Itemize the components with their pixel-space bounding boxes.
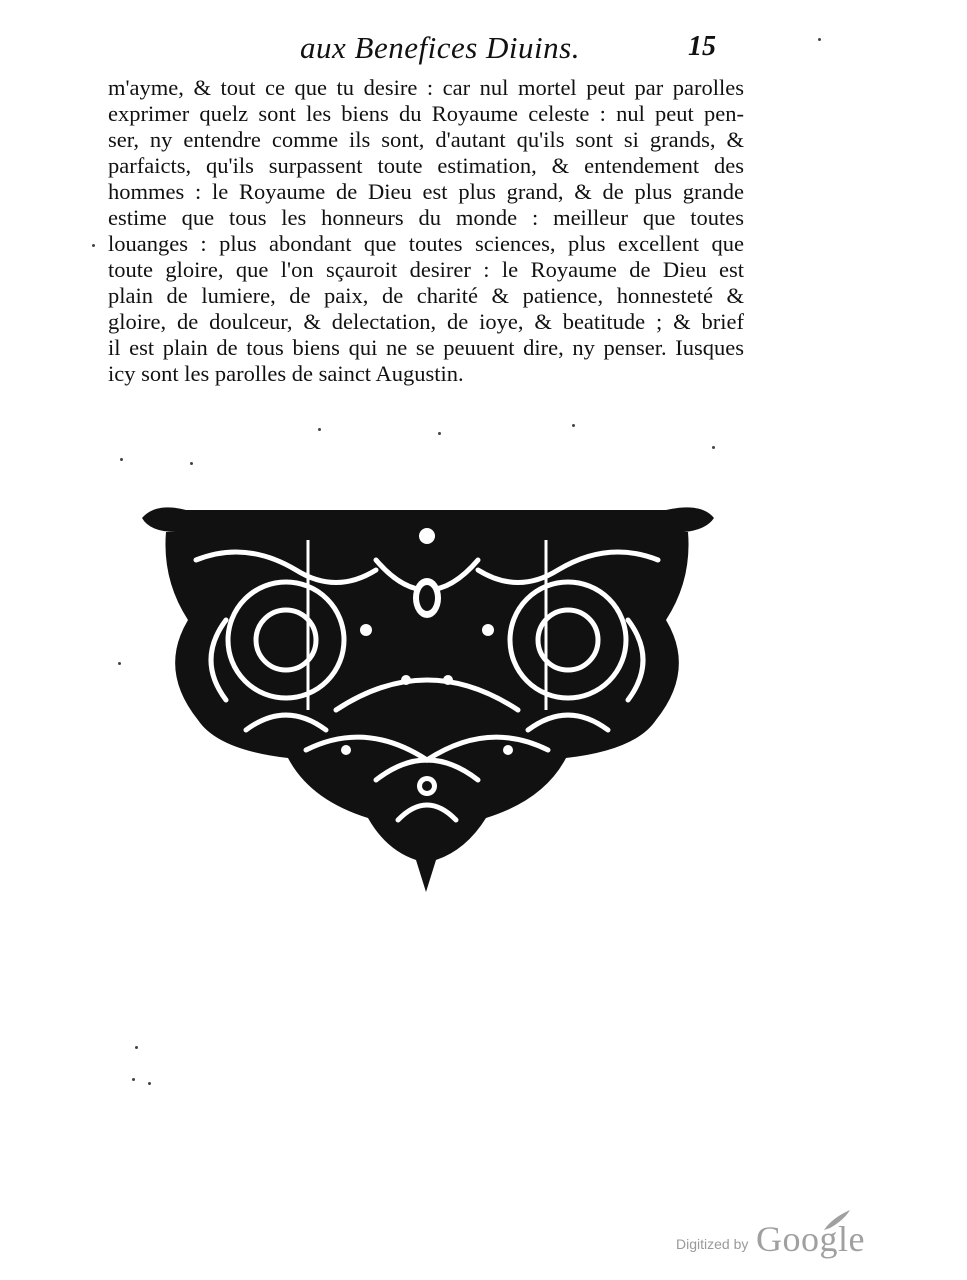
digitized-by-google-watermark <box>676 1218 876 1262</box>
running-head <box>300 30 740 70</box>
text-line: il est plain de tous biens qui ne se peuuent dire, ny penser. Iusques <box>108 335 744 360</box>
text-line: louanges : plus abondant que toutes sciences, plus excellent que <box>108 231 744 256</box>
text-line: hommes : le Royaume de Dieu est plus grand, & de plus grande <box>108 179 744 204</box>
text-line: toute gloire, que l'on sçauroit desirer : le Royaume de Dieu est <box>108 257 744 282</box>
print-speck <box>572 424 575 427</box>
print-speck <box>438 432 441 435</box>
print-speck <box>132 1078 135 1081</box>
page-number: 15 <box>688 31 716 62</box>
text-line: ser, ny entendre comme ils sont, d'autant qu'ils sont si grands, & <box>108 127 744 152</box>
body-paragraph <box>108 75 744 387</box>
text-line: parfaicts, qu'ils surpassent toute estimation, & entendement des <box>108 153 744 178</box>
print-speck <box>318 428 321 431</box>
text-line: estime que tous les honneurs du monde : meilleur que toutes <box>108 205 744 230</box>
print-speck <box>135 1046 138 1049</box>
print-speck <box>118 662 121 665</box>
digitized-label: Digitized by <box>676 1236 749 1252</box>
print-speck <box>712 446 715 449</box>
running-title: aux Benefices Diuins. <box>300 30 580 65</box>
google-wordmark: Google <box>756 1219 865 1259</box>
text-line: m'ayme, & tout ce que tu desire : car nul mortel peut par parolles <box>108 75 744 100</box>
text-line: gloire, de doulceur, & delectation, de ioye, & beatitude ; & brief <box>108 309 744 334</box>
print-speck <box>148 1082 151 1085</box>
ornamental-tailpiece-icon <box>136 500 718 904</box>
text-line: plain de lumiere, de paix, de charité & patience, honnesteté & <box>108 283 744 308</box>
print-speck <box>92 244 95 247</box>
text-line: exprimer quelz sont les biens du Royaume celeste : nul peut pen- <box>108 101 744 126</box>
print-speck <box>120 458 123 461</box>
print-speck <box>190 462 193 465</box>
print-speck <box>818 38 821 41</box>
quill-icon <box>822 1208 852 1232</box>
text-line: icy sont les parolles de sainct Augustin. <box>108 361 464 386</box>
